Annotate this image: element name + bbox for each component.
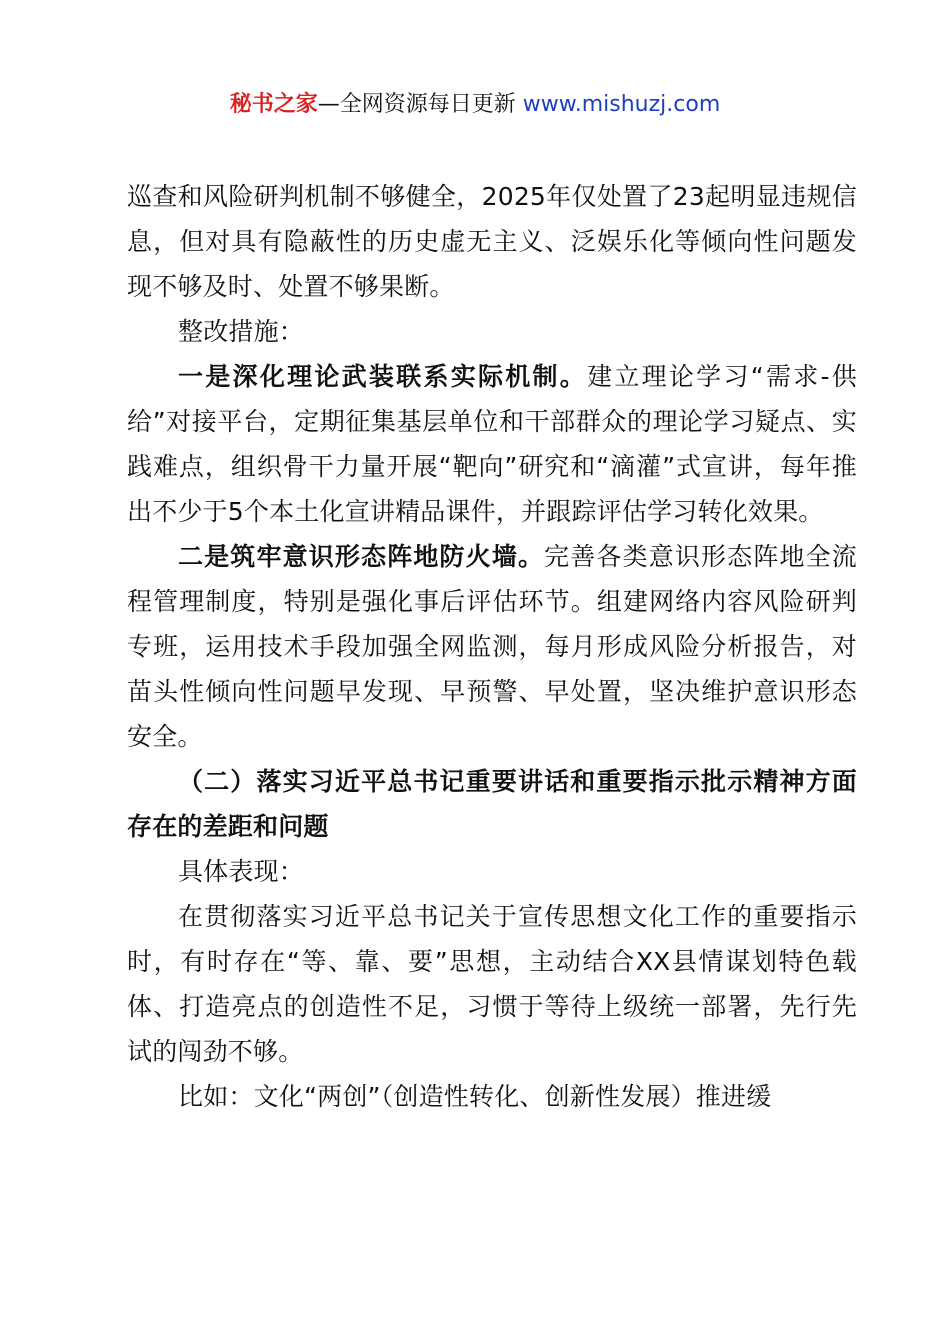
measure-two-title: 二是筑牢意识形态阵地防火墙。 bbox=[178, 542, 545, 571]
document-body bbox=[127, 174, 857, 1119]
paragraph-measure-one bbox=[127, 354, 857, 534]
measure-two-text: 完善各类意识形态阵地全流程管理制度，特别是强化事后评估环节。组建网络内容风险研判专班，运用技术手段加强全网监测，每月形成风险分析报告，对苗头性倾向性问题早发现、早预警、早处置，坚决维护意识形态安全。 bbox=[127, 542, 857, 751]
header-tagline: —全网资源每日更新 bbox=[317, 92, 516, 117]
paragraph-rectification-label: 整改措施： bbox=[178, 317, 305, 346]
paragraph-manifestation-label: 具体表现： bbox=[178, 857, 305, 886]
paragraph-manifestation: 在贯彻落实习近平总书记关于宣传思想文化工作的重要指示时，有时存在“等、靠、要”思想，主动结合XX县情谋划特色载体、打造亮点的创造性不足，习惯于等待上级统一部署，先行先试的闯劲不够。 bbox=[127, 902, 857, 1066]
paragraph-measure-two bbox=[127, 534, 857, 759]
page-header bbox=[0, 89, 950, 121]
section-heading: （二）落实习近平总书记重要讲话和重要指示批示精神方面存在的差距和问题 bbox=[127, 767, 857, 841]
header-brand: 秘书之家 bbox=[229, 92, 318, 117]
paragraph-example: 比如：文化“两创”（创造性转化、创新性发展）推进缓 bbox=[178, 1082, 772, 1111]
paragraph-continued: 巡查和风险研判机制不够健全，2025年仅处置了23起明显违规信息，但对具有隐蔽性的历史虚无主义、泛娱乐化等倾向性问题发现不够及时、处置不够果断。 bbox=[127, 182, 857, 301]
measure-one-title: 一是深化理论武装联系实际机制。 bbox=[178, 362, 588, 391]
measure-one-text: 建立理论学习“需求-供给”对接平台，定期征集基层单位和干部群众的理论学习疑点、实践难点，组织骨干力量开展“靶向”研究和“滴灌”式宣讲，每年推出不少于5个本土化宣讲精品课件，并跟踪评估学习转化效果。 bbox=[127, 362, 857, 526]
header-site-link[interactable]: www.mishuzj.com bbox=[522, 92, 721, 117]
